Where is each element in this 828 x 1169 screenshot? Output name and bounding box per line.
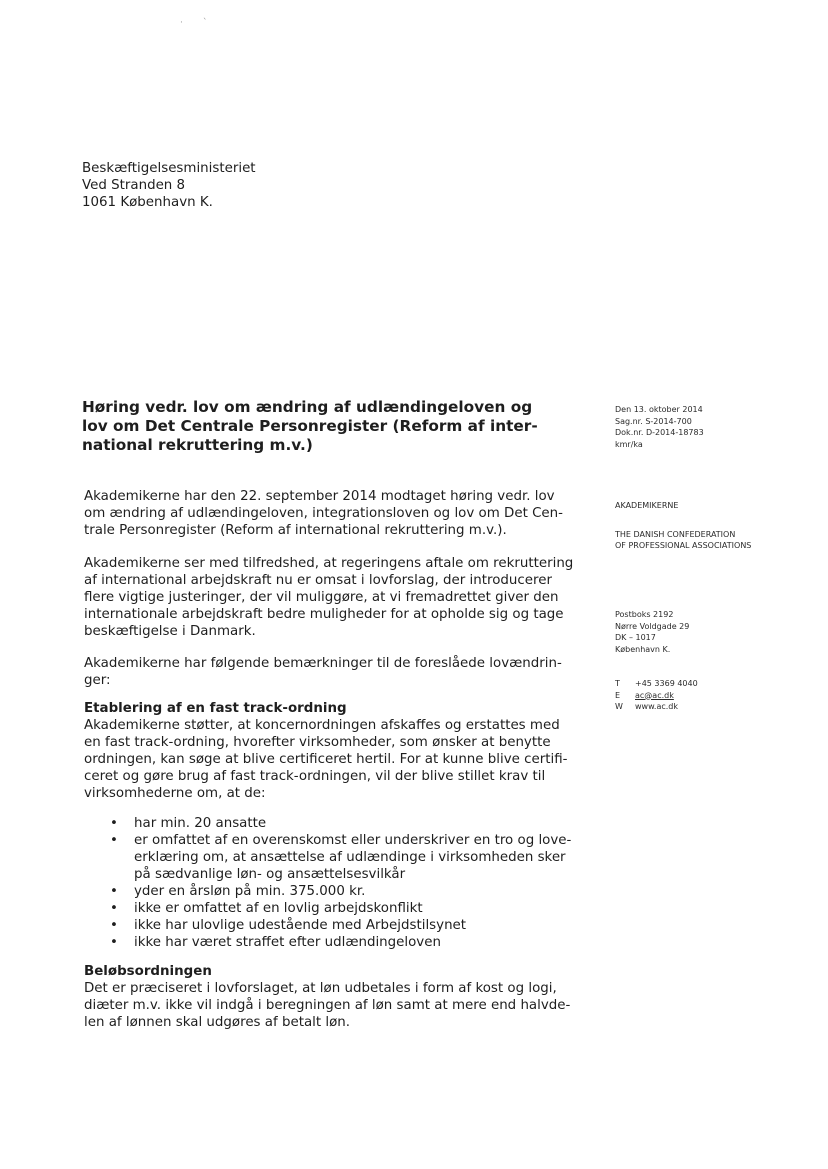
paragraph-line: Akademikerne har følgende bemærkninger til de foreslåede lovændrin- bbox=[84, 656, 562, 671]
list-item bbox=[110, 883, 590, 900]
paragraph-line: en fast track-ordning, hvorefter virksomheder, som ønsker at benytte bbox=[84, 735, 551, 750]
list-item-text: erklæring om, at ansættelse af udlændinge i virksomheden sker bbox=[134, 850, 566, 865]
phone-label: T bbox=[615, 679, 620, 688]
list-item-text: ikke har ulovlige udestående med Arbejdstilsynet bbox=[134, 918, 467, 933]
list-item bbox=[110, 934, 590, 951]
section-amount-scheme bbox=[84, 963, 589, 1031]
bullet-icon: • bbox=[110, 901, 118, 916]
meta-case-number: Sag.nr. S-2014-700 bbox=[615, 416, 692, 426]
section-fast-track bbox=[84, 700, 589, 802]
org-contact bbox=[615, 678, 815, 713]
bullet-icon: • bbox=[110, 833, 118, 848]
section-heading: Beløbsordningen bbox=[84, 964, 212, 979]
recipient-line: Beskæftigelsesministeriet bbox=[82, 161, 256, 176]
paragraph-line: om ændring af udlændingeloven, integrationsloven og lov om Det Cen- bbox=[84, 506, 563, 521]
list-item bbox=[110, 917, 590, 934]
contact-phone bbox=[615, 678, 815, 690]
list-item bbox=[110, 900, 590, 917]
paragraph-remarks bbox=[84, 655, 589, 689]
scan-specks: · ` bbox=[180, 18, 208, 28]
paragraph-line: diæter m.v. ikke vil indgå i beregningen af løn samt at mere end halvde- bbox=[84, 998, 571, 1013]
paragraph-line: ger: bbox=[84, 673, 111, 688]
paragraph-line: Det er præciseret i lovforslaget, at løn udbetales i form af kost og logi, bbox=[84, 981, 557, 996]
list-item-text: på sædvanlige løn- og ansættelsesvilkår bbox=[134, 867, 406, 882]
bullet-icon: • bbox=[110, 816, 118, 831]
org-address-line: DK – 1017 bbox=[615, 633, 656, 642]
contact-email bbox=[615, 690, 815, 702]
org-english-name: THE DANISH CONFEDERATION bbox=[615, 529, 736, 539]
meta-doc-number: Dok.nr. D-2014-18783 bbox=[615, 428, 704, 437]
paragraph-line: Akademikerne støtter, at koncernordningen afskaffes og erstattes med bbox=[84, 718, 560, 733]
bullet-icon: • bbox=[110, 935, 118, 950]
recipient-address bbox=[82, 160, 382, 211]
requirements-list bbox=[110, 815, 590, 951]
web-address: www.ac.dk bbox=[635, 702, 678, 711]
paragraph-line: af international arbejdskraft nu er omsat i lovforslag, der introducerer bbox=[84, 573, 552, 588]
list-item-text: yder en årsløn på min. 375.000 kr. bbox=[134, 884, 366, 899]
org-address-line: Postboks 2192 bbox=[615, 610, 674, 619]
paragraph-line: beskæftigelse i Danmark. bbox=[84, 624, 256, 639]
title-line: Høring vedr. lov om ændring af udlændingeloven og bbox=[82, 398, 533, 416]
paragraph-line: trale Personregister (Reform af international rekruttering m.v.). bbox=[84, 523, 507, 538]
list-item-text: ikke har været straffet efter udlændingeloven bbox=[134, 935, 441, 950]
bullet-icon: • bbox=[110, 884, 118, 899]
org-address-line: København K. bbox=[615, 644, 671, 654]
paragraph-line: virksomhederne om, at de: bbox=[84, 786, 266, 801]
org-address-line: Nørre Voldgade 29 bbox=[615, 621, 690, 631]
list-item bbox=[110, 832, 590, 883]
list-item-text: har min. 20 ansatte bbox=[134, 816, 267, 831]
paragraph-line: len af lønnen skal udgøres af betalt løn. bbox=[84, 1015, 351, 1030]
letter-title bbox=[82, 398, 592, 455]
paragraph-line: ordningen, kan søge at blive certificeret hertil. For at kunne blive certifi- bbox=[84, 752, 568, 767]
org-address bbox=[615, 609, 815, 655]
meta-initials: kmr/ka bbox=[615, 439, 643, 449]
contact-web bbox=[615, 701, 815, 713]
list-item-text: ikke er omfattet af en lovlig arbejdskonflikt bbox=[134, 901, 423, 916]
org-english-name: OF PROFESSIONAL ASSOCIATIONS bbox=[615, 541, 752, 550]
list-item bbox=[110, 815, 590, 832]
email-link[interactable]: ac@ac.dk bbox=[635, 690, 674, 700]
recipient-line: Ved Stranden 8 bbox=[82, 178, 186, 193]
org-name: AKADEMIKERNE bbox=[615, 501, 679, 510]
org-name-block bbox=[615, 500, 815, 552]
letter-meta bbox=[615, 404, 815, 450]
bullet-icon: • bbox=[110, 918, 118, 933]
email-label: E bbox=[615, 690, 621, 700]
paragraph-line: flere vigtige justeringer, der vil muliggøre, at vi fremadrettet giver den bbox=[84, 590, 559, 605]
web-label: W bbox=[615, 702, 623, 711]
section-heading: Etablering af en fast track-ordning bbox=[84, 701, 347, 716]
paragraph-line: Akademikerne har den 22. september 2014 modtaget høring vedr. lov bbox=[84, 489, 555, 504]
recipient-line: 1061 København K. bbox=[82, 195, 213, 210]
paragraph-line: internationale arbejdskraft bedre muligheder for at opholde sig og tage bbox=[84, 607, 564, 622]
paragraph-line: Akademikerne ser med tilfredshed, at regeringens aftale om rekruttering bbox=[84, 556, 574, 571]
meta-date: Den 13. oktober 2014 bbox=[615, 405, 703, 414]
title-line: lov om Det Centrale Personregister (Reform af inter- bbox=[82, 417, 538, 435]
paragraph-satisfaction bbox=[84, 555, 589, 640]
list-item-text: er omfattet af en overenskomst eller underskriver en tro og love- bbox=[134, 833, 572, 848]
paragraph-intro bbox=[84, 488, 589, 539]
paragraph-line: ceret og gøre brug af fast track-ordningen, vil der blive stillet krav til bbox=[84, 769, 546, 784]
phone-number: +45 3369 4040 bbox=[635, 679, 698, 688]
title-line: national rekruttering m.v.) bbox=[82, 436, 313, 454]
